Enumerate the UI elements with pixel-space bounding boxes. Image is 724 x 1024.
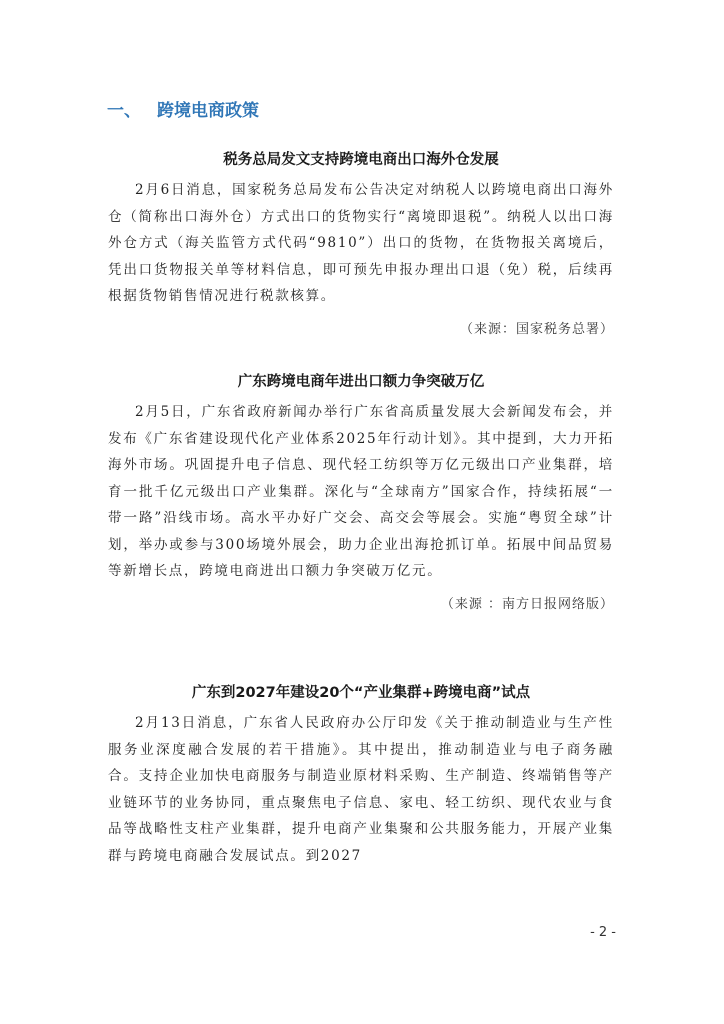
article-guangdong-trillion <box>108 369 614 612</box>
article-title: 广东跨境电商年进出口额力争突破万亿 <box>237 374 485 390</box>
article-source: （来源：国家税务总署） <box>459 321 614 337</box>
section-heading <box>107 96 259 121</box>
article-tax-bureau <box>108 147 614 337</box>
article-source: （来源 ：南方日报网络版） <box>440 596 614 612</box>
article-guangdong-pilot <box>108 680 614 869</box>
article-body: 2月13日消息，广东省人民政府办公厅印发《关于推动制造业与生产性服务业深度融合发展的若干措施》。其中提出，推动制造业与电子商务融合。支持企业加快电商服务与制造业原材料采购、生产制造、终端销售等产业链环节的业务协同，重点聚焦电子信息、家电、轻工纺织、现代农业与食品等战略性支柱产业集群，提升电商产业集聚和公共服务能力，开展产业集群与跨境电商融合发展试点。到2027 <box>108 715 614 864</box>
article-title: 广东到2027年建设20个“产业集群+跨境电商”试点 <box>191 685 531 701</box>
page-number: - 2 - <box>590 925 616 940</box>
article-title: 税务总局发文支持跨境电商出口海外仓发展 <box>223 152 499 168</box>
section-number: 一、 <box>107 101 141 121</box>
section-title-text: 跨境电商政策 <box>157 101 259 121</box>
article-body: 2月6日消息，国家税务总局发布公告决定对纳税人以跨境电商出口海外仓（简称出口海外仓）方式出口的货物实行“离境即退税”。纳税人以出口海外仓方式（海关监管方式代码“9810”）出口的货物，在货物报关离境后，凭出口货物报关单等材料信息，即可预先申报办理出口退（免）税，后续再根据货物销售情况进行税款核算。 <box>108 182 614 304</box>
article-body: 2月5日，广东省政府新闻办举行广东省高质量发展大会新闻发布会，并发布《广东省建设现代化产业体系2025年行动计划》。其中提到，大力开拓海外市场。巩固提升电子信息、现代轻工纺织等万亿元级出口产业集群，培育一批千亿元级出口产业集群。深化与“全球南方”国家合作，持续拓展“一带一路”沿线市场。高水平办好广交会、高交会等展会。实施“粤贸全球”计划，举办或参与300场境外展会，助力企业出海抢抓订单。拓展中间品贸易等新增长点，跨境电商进出口额力争突破万亿元。 <box>108 404 614 579</box>
